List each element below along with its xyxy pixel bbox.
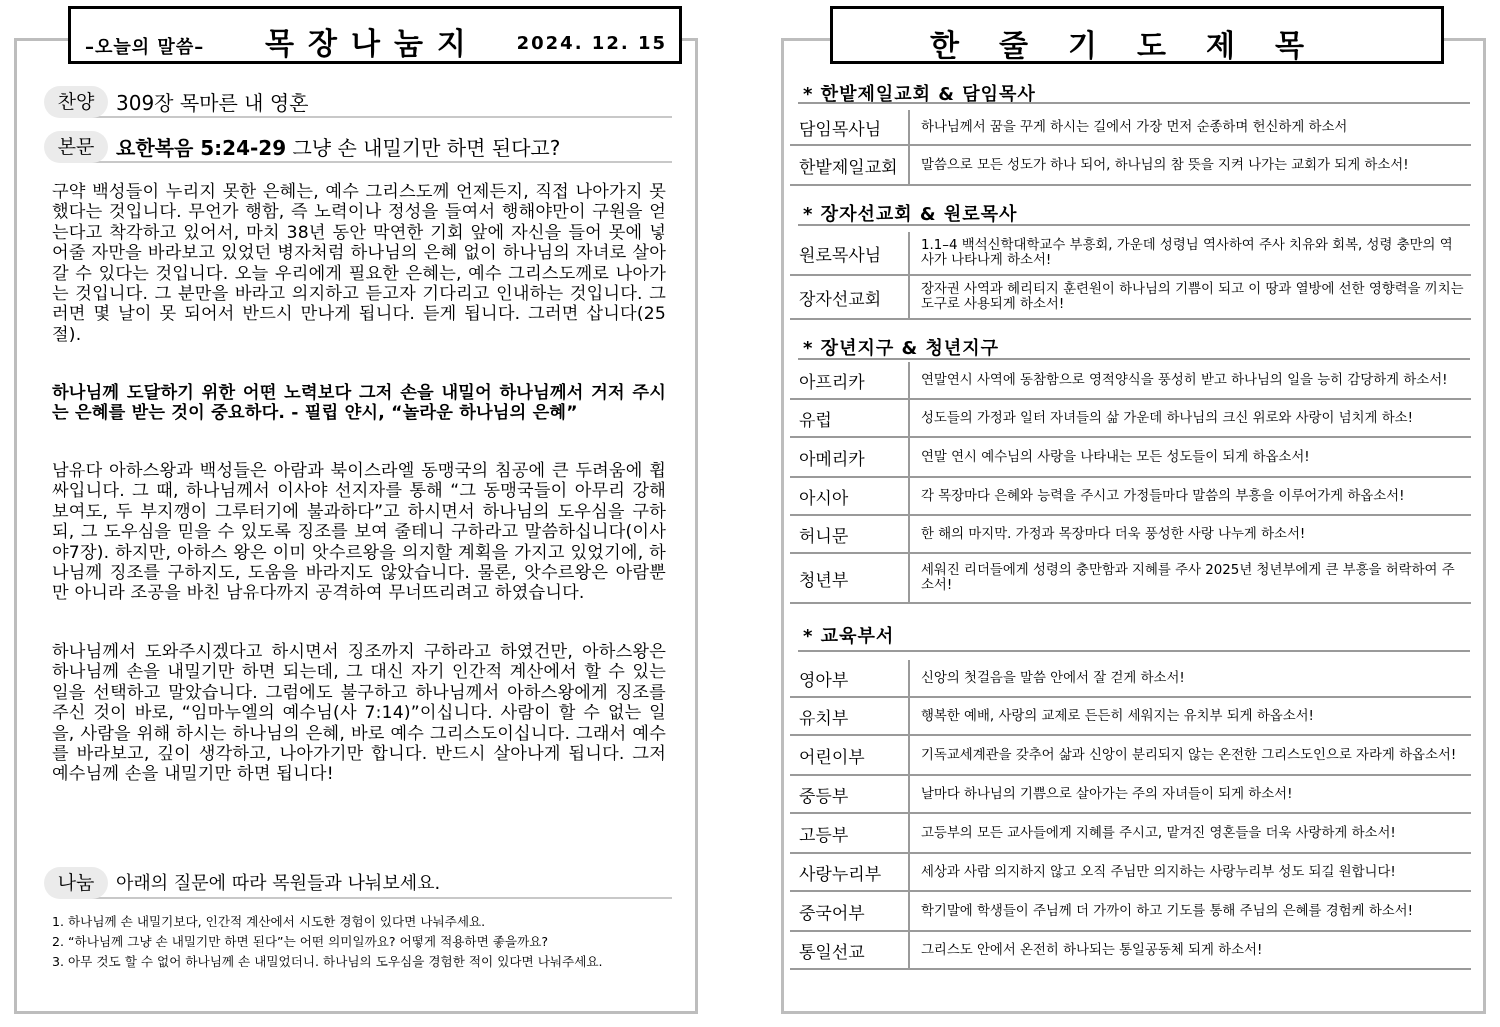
row-label: 한밭제일교회	[790, 146, 910, 184]
section-heading: * 한밭제일교회 & 담임목사	[803, 84, 1036, 105]
prayer-row	[790, 698, 1471, 736]
question-list	[52, 912, 662, 972]
row-label: 유럽	[790, 400, 910, 436]
row-label: 중등부	[790, 776, 910, 812]
sermon-title: 그냥 손 내밀기만 하면 된다고?	[292, 136, 561, 160]
section-rule	[798, 224, 1470, 226]
row-label: 허니문	[790, 516, 910, 552]
prayer-row	[790, 554, 1471, 604]
row-text: 그리스도 안에서 온전히 하나되는 통일공동체 되게 하소서!	[921, 942, 1263, 958]
right-header-banner	[830, 6, 1444, 64]
section-rule	[798, 650, 1470, 652]
sermon-quote: 하나님께 도달하기 위한 어떤 노력보다 그저 손을 내밀어 하나님께서 거저 주시는 은혜를 받는 것이 중요하다. - 필립 얀시, “놀라운 하나님의 은혜”	[52, 383, 666, 424]
header-subtitle: –오늘의 말씀–	[85, 37, 205, 58]
question-item: 3. 아무 것도 할 수 없어 하나님께 손 내밀었더니. 하나님의 도우심을 경험한 적이 있다면 나눠주세요.	[52, 954, 603, 969]
row-label: 영아부	[790, 660, 910, 696]
row-text: 각 목장마다 은혜와 능력을 주시고 가정들마다 말씀의 부흥을 이루어가게 하옵소서!	[921, 488, 1405, 504]
row-text: 연말연시 사역에 동참함으로 영적양식을 풍성히 받고 하나님의 일을 능히 감당하게 하소서!	[921, 372, 1448, 388]
row-label: 통일선교	[790, 932, 910, 968]
row-text: 기독교세계관을 갖추어 삶과 신앙이 분리되지 않는 온전한 그리스도인으로 자라게 하옵소서!	[921, 747, 1457, 763]
hymn-label: 찬양	[44, 86, 108, 118]
row-label: 유치부	[790, 698, 910, 734]
scripture-line	[116, 132, 560, 164]
row-text: 1.1–4 백석신학대학교수 부흥회, 가운데 성령님 역사하여 주사 치유와 회복, 성령 충만의 역사가 나타나게 하소서!	[921, 238, 1453, 268]
prayer-row	[790, 776, 1471, 814]
row-text: 날마다 하나님의 기쁨으로 살아가는 주의 자녀들이 되게 하소서!	[921, 786, 1293, 802]
row-label: 담임목사님	[790, 110, 910, 144]
row-text: 성도들의 가정과 일터 자녀들의 삶 가운데 하나님의 크신 위로와 사랑이 넘치게 하소!	[921, 410, 1413, 426]
section-heading: * 장년지구 & 청년지구	[803, 338, 1000, 359]
row-label: 원로목사님	[790, 232, 910, 274]
sharing-text: 아래의 질문에 따라 목원들과 나눠보세요.	[116, 873, 441, 894]
scripture-label: 본문	[44, 131, 108, 163]
section-rule	[798, 102, 1470, 104]
prayer-row	[790, 400, 1471, 438]
hymn-text: 309장 목마른 내 영혼	[116, 91, 309, 115]
row-text: 세워진 리더들에게 성령의 충만함과 지혜를 주사 2025년 청년부에게 큰 부흥을 허락하여 주소서!	[921, 563, 1455, 593]
row-label: 사랑누리부	[790, 854, 910, 890]
question-item: 1. 하나님께 손 내밀기보다, 인간적 계산에서 시도한 경험이 있다면 나눠주세요.	[52, 914, 486, 929]
prayer-row	[790, 814, 1471, 854]
row-text: 신앙의 첫걸음을 말씀 안에서 잘 걷게 하소서!	[921, 670, 1185, 686]
prayer-row	[790, 736, 1471, 776]
row-label: 고등부	[790, 814, 910, 852]
left-header-banner	[68, 6, 682, 64]
prayer-row	[790, 146, 1471, 186]
row-text: 연말 연시 예수님의 사랑을 나타내는 모든 성도들이 되게 하옵소서!	[921, 449, 1310, 465]
header-title: 목장나눔지	[265, 27, 480, 62]
question-item: 2. “하나님께 그냥 손 내밀기만 하면 된다”는 어떤 의미일까요? 어떻게 적용하면 좋을까요?	[52, 934, 549, 949]
sermon-paragraph-1: 구약 백성들이 누리지 못한 은혜는, 예수 그리스도께 언제든지, 직접 나아가지 못했다는 것입니다. 무언가 행함, 즉 노력이나 정성을 들여서 행해야만이 구원을 얻는다고 착각하고 있어서, 마치 38년 동안 막연한 기회 앞에 자신을 들어 못에 넣어줄 자만을 바라보고 있었던 병자처럼 하나님의 은혜 없이 하나님의 자녀로 살아갈 수 있다는 것입니다. 오늘 우리에게 필요한 은혜는, 예수 그리스도께로 나아가는 것입니다. 그 분만을 바라고 의지하고 듣고자 기다리고 인내하는 것입니다. 그러면 몇 날이 못 되어서 반드시 만나게 됩니다. 듣게 됩니다. 그러면 삽니다(25절).	[52, 182, 666, 345]
sharing-label: 나눔	[44, 867, 108, 899]
row-text: 학기말에 학생들이 주님께 더 가까이 하고 기도를 통해 주님의 은혜를 경험케 하소서!	[921, 903, 1413, 919]
row-text: 세상과 사람 의지하지 않고 오직 주님만 의지하는 사랑누리부 성도 되길 원합니다!	[921, 864, 1396, 880]
prayer-row	[790, 892, 1471, 932]
row-text: 한 해의 마지막. 가정과 목장마다 더욱 풍성한 사랑 나누게 하소서!	[921, 526, 1306, 542]
row-label: 청년부	[790, 554, 910, 602]
row-text: 고등부의 모든 교사들에게 지혜를 주시고, 맡겨진 영혼들을 더욱 사랑하게 하소서!	[921, 825, 1396, 841]
prayer-row	[790, 276, 1471, 320]
prayer-row	[790, 232, 1471, 276]
row-label: 어린이부	[790, 736, 910, 774]
prayer-row	[790, 516, 1471, 554]
prayer-row	[790, 438, 1471, 478]
scripture-ref: 요한복음 5:24-29	[116, 136, 287, 160]
row-label: 아프리카	[790, 362, 910, 398]
prayer-row	[790, 478, 1471, 516]
header-date: 2024. 12. 15	[516, 33, 667, 54]
section-heading: * 장자선교회 & 원로목사	[803, 204, 1018, 225]
row-label: 아메리카	[790, 438, 910, 476]
row-label: 아시아	[790, 478, 910, 514]
section-heading: * 교육부서	[803, 626, 895, 647]
sermon-paragraph-2: 남유다 아하스왕과 백성들은 아람과 북이스라엘 동맹국의 침공에 큰 두려움에 휩싸입니다. 그 때, 하나님께서 이사야 선지자를 통해 “그 동맹국들이 아무리 강해 보여도, 두 부지깽이 그루터기에 불과하다”고 하시면서 하나님의 도우심을 구하되, 그 도우심을 믿을 수 있도록 징조를 보여 줄테니 구하라고 말씀하십니다(이사야7장). 하지만, 아하스 왕은 이미 앗수르왕을 의지할 계획을 가지고 있었기에, 하나님께 징조를 구하지도, 도움을 바라지도 않았습니다. 물론, 앗수르왕은 아람뿐만 아니라 조공을 바친 남유다까지 공격하여 무너뜨리려고 하였습니다.	[52, 461, 666, 604]
prayer-row	[790, 110, 1471, 146]
prayer-row	[790, 362, 1471, 400]
row-label: 장자선교회	[790, 276, 910, 318]
row-text: 행복한 예배, 사랑의 교제로 든든히 세워지는 유치부 되게 하옵소서!	[921, 708, 1314, 724]
prayer-row	[790, 660, 1471, 698]
row-text: 장자권 사역과 헤리티지 훈련원이 하나님의 기쁨이 되고 이 땅과 열방에 선한 영향력을 끼치는 도구로 사용되게 하소서!	[921, 282, 1464, 312]
section-rule	[798, 358, 1470, 360]
prayer-row	[790, 932, 1471, 970]
row-label: 중국어부	[790, 892, 910, 930]
prayer-title: 한줄기도제목	[930, 29, 1344, 64]
prayer-row	[790, 854, 1471, 892]
row-text: 하나님께서 꿈을 꾸게 하시는 길에서 가장 먼저 순종하며 헌신하게 하소서	[921, 119, 1348, 135]
sermon-paragraph-3: 하나님께서 도와주시겠다고 하시면서 징조까지 구하라고 하였건만, 아하스왕은 하나님께 손을 내밀기만 하면 되는데, 그 대신 자기 인간적 계산에서 할 수 있는 일을 선택하고 말았습니다. 그럼에도 불구하고 하나님께서 아하스왕에게 징조를 주신 것이 바로, “임마누엘의 예수님(사 7:14)”이십니다. 사람이 할 수 없는 일을, 사람을 위해 하시는 하나님의 은혜, 바로 예수 그리스도이십니다. 그래서 예수를 바라보고, 깊이 생각하고, 나아가기만 합니다. 반드시 살아나게 됩니다. 그저 예수님께 손을 내밀기만 하면 됩니다!	[52, 642, 666, 785]
row-text: 말씀으로 모든 성도가 하나 되어, 하나님의 참 뜻을 지켜 나가는 교회가 되게 하소서!	[921, 157, 1409, 173]
